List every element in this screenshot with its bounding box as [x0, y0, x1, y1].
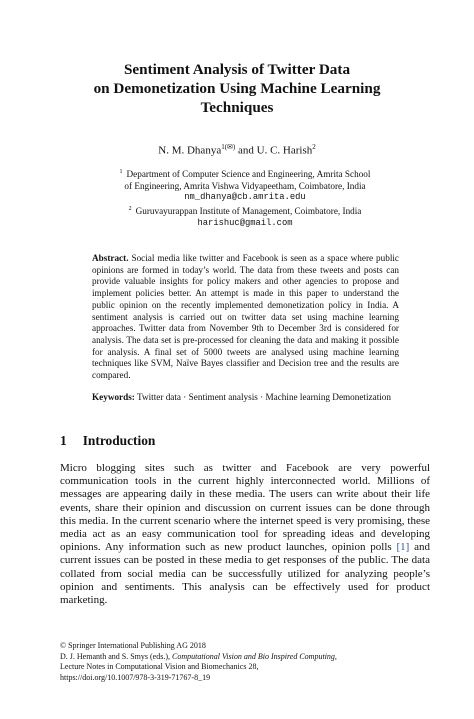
citation-line: D. J. Hemanth and S. Smys (eds.), Computational Vision and Bio Inspired Computing, [60, 651, 337, 661]
affiliation-number: 2 [128, 206, 132, 213]
keywords [92, 392, 399, 404]
series-line: Lecture Notes in Computational Vision and Biomechanics 28, [60, 662, 259, 672]
affiliations [80, 167, 410, 230]
title-line: Sentiment Analysis of Twitter Data [123, 61, 351, 78]
abstract-text: Social media like twitter and Facebook is seen as a space where public opinions are formed in today’s world. The data from these tweets and posts can provide valuable insights for policy makers and other agencies to propose and implement policies better. An attempt is made in this paper to understand the public opinion on the recently implemented demonetization policy in India. A sentiment analysis is carried out on twitter data set using machine learning approaches. Twitter data from November 9th to December 3rd is considered for analysis. The data set is pre-processed for cleaning the data and making it possible for analysis. A final set of 5000 tweets are analysed using machine learning techniques like SVM, Naïve Bayes classifier and Decision tree and the results are compared. [92, 253, 399, 381]
doi-link[interactable]: https://doi.org/10.1007/978-3-319-71767-8_19 [60, 672, 211, 682]
abstract [92, 253, 399, 382]
book-title: Computational Vision and Bio Inspired Computing, [172, 651, 337, 661]
affiliation-number: 1 [119, 169, 123, 175]
title-line: Techniques [200, 99, 274, 116]
abstract-label: Abstract. [92, 253, 129, 263]
citation-link[interactable]: [1] [396, 541, 410, 554]
author-superscript: 2 [312, 143, 316, 151]
section-heading [60, 433, 155, 449]
keywords-label: Keywords: [92, 392, 135, 402]
author-email[interactable]: harishuc@gmail.com [197, 217, 293, 228]
title-line: on Demonetization Using Machine Learning [93, 80, 381, 97]
author-email[interactable]: nm_dhanya@cb.amrita.edu [184, 192, 306, 203]
author-conjunction: and [237, 144, 254, 157]
affiliation-line: $^1$ Department of Computer Science and Engineering, Amrita School [119, 169, 371, 180]
copyright-line: © Springer International Publishing AG 2018 [60, 641, 206, 650]
affiliation-line: of Engineering, Amrita Vishwa Vidyapeetham, Coimbatore, India [124, 180, 366, 191]
section-title: Introduction [82, 433, 156, 448]
body-paragraph [60, 462, 430, 607]
paper-title [60, 60, 414, 117]
footer [60, 641, 420, 683]
affiliation-line: $^2$ Guruvayurappan Institute of Management, Coimbatore, India [128, 206, 362, 217]
author-list [60, 140, 414, 158]
body-text: and current issues can be posted in these media to get responses of the public. The data collated from social media can be successfully utilized for analyzing people’s opinion and sentiments. This analysis can be effectively used for product marketing. [60, 541, 431, 607]
section-number: 1 [60, 433, 67, 448]
author-name: N. M. Dhanya [158, 144, 222, 157]
author-superscript: 1(✉) [221, 143, 236, 151]
body-text: Micro blogging sites such as twitter and Facebook are very powerful communication tools in the current highly interconnected world. Millions of messages are appearing daily in these media. The users can write about their life events, share their opinion and discussion on current issues can be done through this media. In the current scenario where the internet speed is very promising, these media act as an easy communication tool for spreading ideas and developing opinions. Any information such as new product launches, opinion polls [60, 462, 430, 554]
keywords-text: Twitter data · Sentiment analysis · Machine learning Demonetization [137, 392, 391, 402]
author-name: U. C. Harish [256, 144, 313, 157]
